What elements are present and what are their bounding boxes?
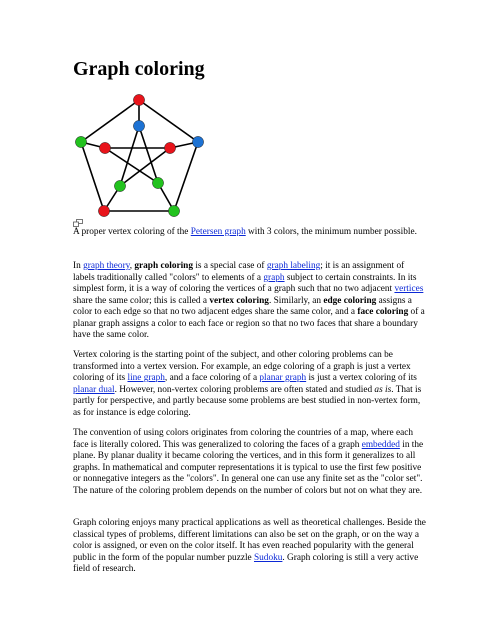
text: Vertex coloring is the starting point of the subject, and other coloring problems can be transformed into a vertex version. For example, an edge coloring of a graph is just a vertex coloring of its	[73, 350, 411, 383]
text: . That is partly for perspective, and partly because some problems are best studied in non-vertex form, as for instance is edge coloring.	[73, 384, 422, 418]
link-graph-theory[interactable]: graph theory	[83, 261, 130, 271]
paragraph-vertex-coloring	[73, 350, 428, 419]
paragraph-convention	[73, 428, 428, 497]
link-sudoku[interactable]: Sudoku	[253, 552, 283, 563]
figure-caption	[73, 227, 428, 239]
text: subject to certain constraints. In its simplest form, it is a way of coloring the vertices of a graph such that no two adjacent	[73, 272, 417, 294]
text: is just a vertex coloring of its	[306, 373, 417, 383]
link-line-graph[interactable]: line graph	[127, 373, 165, 383]
text: of a planar graph assigns a color to each face or region so that no two faces that share a boundary have the same color.	[73, 307, 425, 340]
vertex-left	[75, 136, 86, 147]
text: Graph coloring enjoys many practical applications as well as theoretical challenges. Beside the classical types of problems, different limitations can also be set on the graph, or on the way a color is assigned, or even on the color itself. It has even reached popularity with the general public in the form of the popular number puzzle	[73, 518, 426, 563]
text: is a special case of	[193, 261, 267, 271]
petersen-graph-figure	[73, 90, 213, 218]
link-graph[interactable]: graph	[263, 272, 285, 283]
text: The convention of using colors originates from coloring the countries of a map, where each face is literally colored. This was generalized to coloring the faces of a graph	[73, 428, 414, 450]
text: ,	[129, 261, 135, 271]
text: share the same color; this is called a	[73, 295, 210, 306]
link-embedded[interactable]: embedded	[361, 439, 400, 450]
paragraph-applications	[73, 518, 428, 576]
vertex-inner-left	[99, 142, 110, 153]
vertex-right	[192, 136, 203, 147]
vertex-bottom-left	[98, 205, 109, 216]
text: In	[73, 261, 84, 271]
vertex-inner-bottom-right	[152, 177, 163, 188]
vertex-bottom-right	[168, 205, 179, 216]
caption-text: with 3 colors, the minimum number possible.	[245, 227, 417, 237]
text: . Graph coloring is still a very active field of research.	[73, 552, 419, 574]
text: assigns a color to each edge so that no two adjacent edges share the same color, and a	[73, 295, 412, 317]
vertex-inner-top	[133, 120, 144, 131]
vertex-top	[133, 94, 144, 105]
term-face-coloring: face coloring	[357, 307, 409, 317]
vertex-inner-right	[164, 142, 175, 153]
page-title: Graph coloring	[73, 58, 205, 80]
term-vertex-coloring: vertex coloring	[209, 295, 269, 306]
enlarge-icon[interactable]	[73, 219, 83, 227]
link-petersen-graph[interactable]: Petersen graph	[190, 227, 246, 237]
text: . Similarly, an	[268, 295, 324, 306]
caption-text: A proper vertex coloring of the	[73, 227, 191, 237]
link-planar-dual[interactable]: planar dual	[73, 384, 115, 395]
vertex-inner-bottom-left	[114, 180, 125, 191]
link-planar-graph[interactable]: planar graph	[259, 373, 307, 383]
link-graph-labeling[interactable]: graph labeling	[266, 261, 321, 271]
paragraph-intro	[73, 261, 428, 342]
term-edge-coloring: edge coloring	[323, 295, 377, 306]
text: ; it is an assignment of labels traditionally called "colors" to elements of a	[73, 261, 405, 283]
link-vertices[interactable]: vertices	[394, 284, 424, 294]
term-as-is: as is	[374, 384, 392, 395]
term-graph-coloring: graph coloring	[134, 261, 193, 271]
text: , and a face coloring of a	[164, 373, 260, 383]
text: in the plane. By planar duality it became coloring the vertices, and in this form it generalizes to all graphs. In mathematical and computer representations it is typical to use the first few positive or nonnegative integers as the "colors". In general one can use any finite set as the "color set". The nature of the coloring problem depends on the number of colors but not on what they are.	[73, 439, 424, 496]
text: . However, non-vertex coloring problems are often stated and studied	[114, 384, 375, 395]
graph-edges	[81, 100, 198, 211]
